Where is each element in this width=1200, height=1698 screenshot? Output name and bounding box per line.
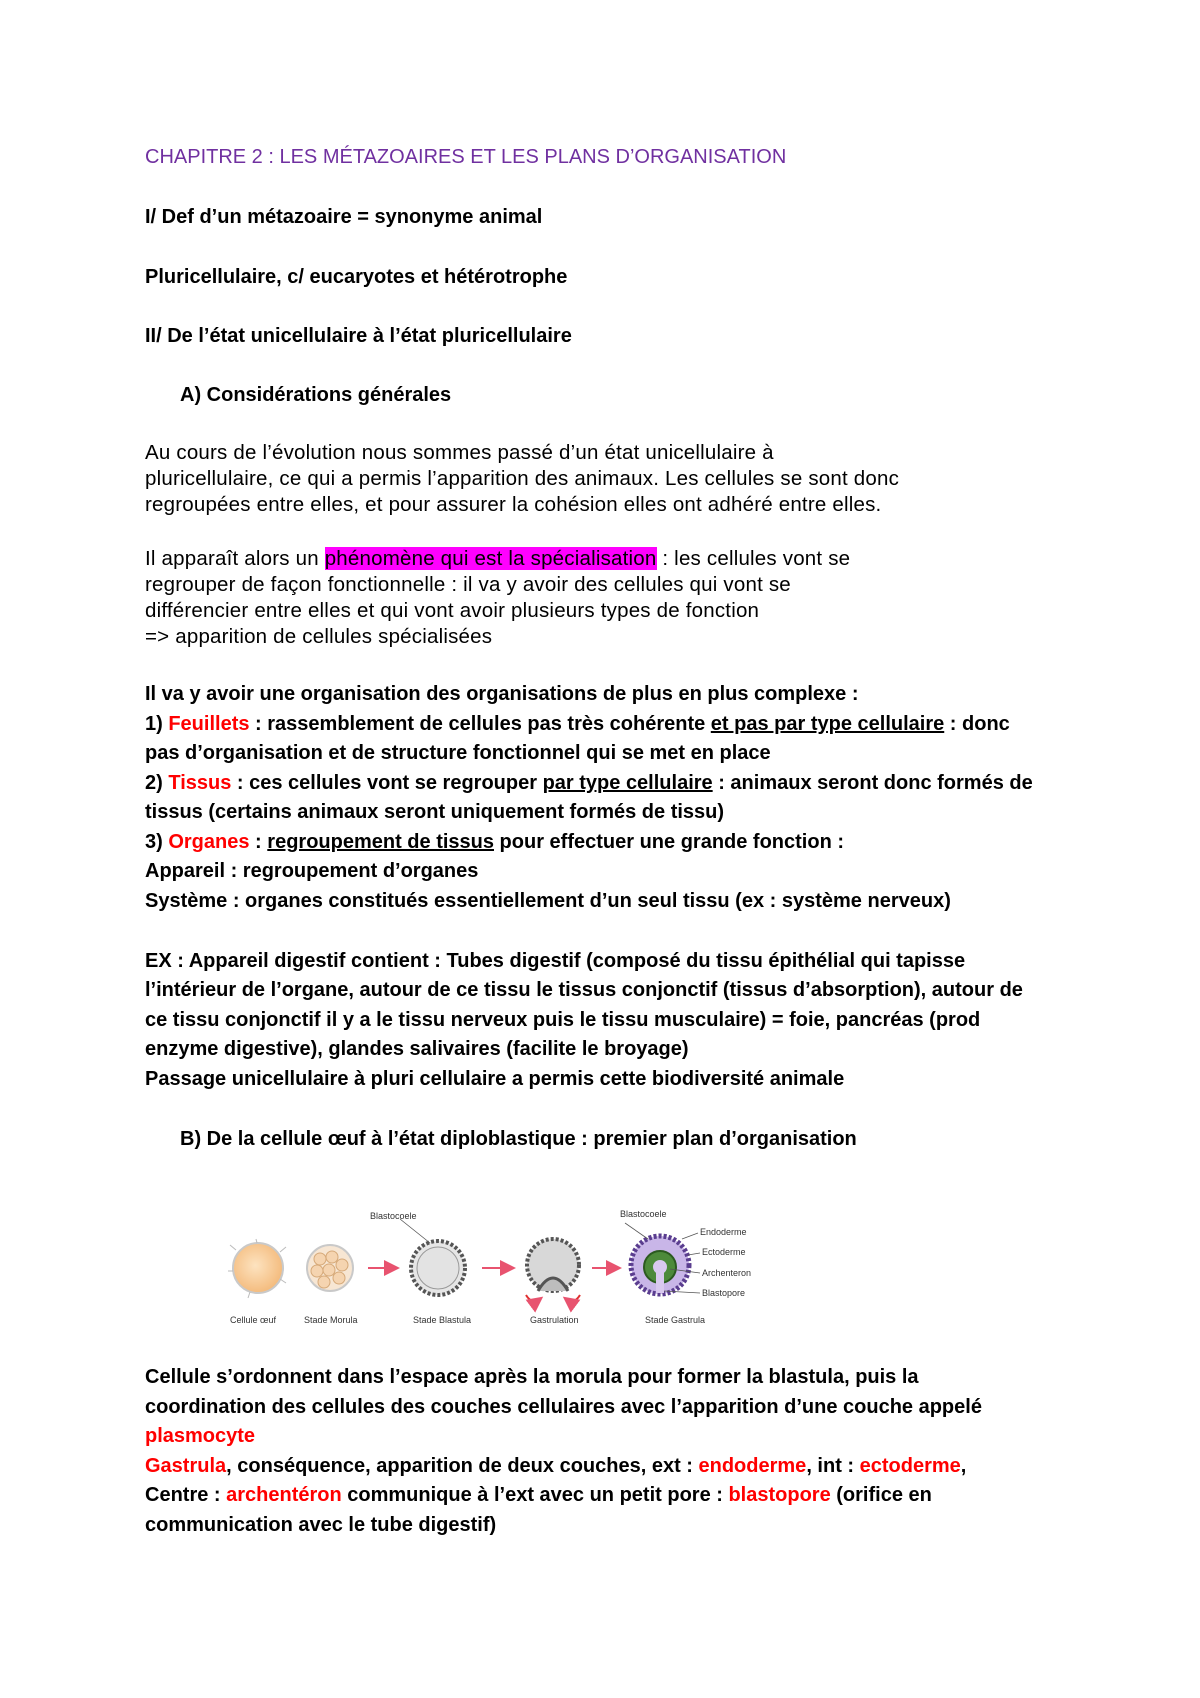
pluricellular-line: Pluricellulaire, c/ eucaryotes et hétérotrophe [145,266,568,288]
blastula-blastocoele-label: Blastocoele [370,1211,417,1221]
term-ectoderme: ectoderme [859,1455,961,1477]
gastrula-blastocoele-label: Blastocoele [620,1209,667,1219]
term-tissus: Tissus [168,772,232,794]
item-1-underline: et pas par type cellulaire [710,713,945,735]
final-line-5-text: communique à l’ext avec un petit pore : [341,1484,729,1506]
embryo-development-figure [220,1195,800,1330]
paragraph-2-line-4: => apparition de cellules spécialisées [145,625,493,648]
final-line-4-text-2: , int : [806,1455,860,1477]
paragraph-2-post: : les cellules vont se [656,547,851,570]
systeme-line: Système : organes constitués essentiellement d’un seul tissu (ex : système nerveux) [145,890,951,912]
item-3-number: 3) [145,831,169,853]
item-2-underline: par type cellulaire [542,772,713,794]
final-line-2: coordination des cellules des couches cellulaires avec l’apparition d’une couche appelé [145,1396,982,1418]
term-plasmocyte: plasmocyte [145,1425,256,1447]
organisation-intro: Il va y avoir une organisation des organisations de plus en plus complexe : [145,683,859,705]
paragraph-1-line-3: regroupées entre elles, et pour assurer la cohésion elles ont adhéré entre elles. [145,493,882,516]
stage-caption-egg: Cellule œuf [230,1315,277,1325]
final-line-4-text: , conséquence, apparition de deux couches, ext : [226,1455,699,1477]
paragraph-2-pre: Il apparaît alors un [145,547,325,570]
final-line-4 [145,1455,966,1478]
stage-caption-gastrulation: Gastrulation [530,1315,579,1325]
section-b-heading: B) De la cellule œuf à l’état diploblastique : premier plan d’organisation [180,1128,857,1150]
final-line-1: Cellule s’ordonnent dans l’espace après la morula pour former la blastula, puis la [145,1366,919,1388]
archenteron-label: Archenteron [702,1268,752,1278]
paragraph-2-line-1 [145,547,850,571]
specialisation-highlight: phénomène qui est la spécialisation [324,547,657,570]
blastopore-label: Blastopore [702,1288,746,1298]
item-2-line-2: tissus (certains animaux seront uniquement formés de tissu) [145,801,725,823]
item-3-underline: regroupement de tissus [267,831,494,853]
paragraph-2-line-2: regrouper de façon fonctionnelle : il va y avoir des cellules qui vont se [145,573,791,596]
item-1-line-1 [145,713,1010,736]
final-line-5-end: (orifice en [830,1484,932,1506]
example-line-5: Passage unicellulaire à pluri cellulaire a permis cette biodiversité animale [145,1068,845,1090]
term-gastrula: Gastrula [145,1455,227,1477]
section-2-heading: II/ De l’état unicellulaire à l’état pluricellulaire [145,325,572,347]
term-organes: Organes [168,831,250,853]
example-line-2: l’intérieur de l’organe, autour de ce tissu le tissus conjonctif (tissus d’absorption), autour de [145,979,1023,1001]
gastrula-icon [620,1209,751,1298]
endoderme-label: Endoderme [700,1227,747,1237]
blastula-icon [370,1211,465,1295]
item-1-number: 1) [145,713,169,735]
gastrulation-icon [526,1239,580,1301]
item-1-text: : rassemblement de cellules pas très cohérente [249,713,711,735]
chapter-title: CHAPITRE 2 : LES MÉTAZOAIRES ET LES PLANS D’ORGANISATION [145,146,787,168]
paragraph-1-line-1: Au cours de l’évolution nous sommes passé d’un état unicellulaire à [145,441,774,464]
term-blastopore: blastopore [728,1484,831,1506]
appareil-line: Appareil : regroupement d’organes [145,860,479,882]
final-line-5 [145,1484,932,1507]
paragraph-1-line-2: pluricellulaire, ce qui a permis l’apparition des animaux. Les cellules se sont donc [145,467,900,490]
final-line-5-start: Centre : [145,1484,227,1506]
item-2-number: 2) [145,772,169,794]
item-2-end: : animaux seront donc formés de [712,772,1033,794]
stage-caption-gastrula: Stade Gastrula [645,1315,706,1325]
example-line-4: enzyme digestive), glandes salivaires (facilite le broyage) [145,1038,689,1060]
term-archenteron: archentéron [226,1484,342,1506]
term-feuillets: Feuillets [168,713,250,735]
morula-icon [307,1245,353,1291]
stage-caption-blastula: Stade Blastula [413,1315,472,1325]
final-line-4-end: , [960,1455,967,1477]
stage-caption-morula: Stade Morula [304,1315,358,1325]
item-2-text: : ces cellules vont se regrouper [231,772,543,794]
ectoderme-label: Ectoderme [702,1247,746,1257]
item-2-line-1 [145,772,1033,795]
term-endoderme: endoderme [698,1455,807,1477]
definition-heading: I/ Def d’un métazoaire = synonyme animal [145,206,543,228]
item-3-text: : [249,831,268,853]
paragraph-2-line-3: différencier entre elles et qui vont avoir plusieurs types de fonction [145,599,760,622]
final-line-6: communication avec le tube digestif) [145,1514,497,1536]
item-1-end: : donc [944,713,1010,735]
egg-cell-icon [228,1239,286,1298]
section-a-heading: A) Considérations générales [180,384,452,406]
item-1-line-2: pas d’organisation et de structure fonctionnel qui se met en place [145,742,771,764]
example-line-3: ce tissu conjonctif il y a le tissu nerveux puis le tissu musculaire) = foie, pancréas (prod [145,1009,981,1031]
example-line-1: EX : Appareil digestif contient : Tubes digestif (composé du tissu épithélial qui tapisse [145,950,966,972]
item-3-end: pour effectuer une grande fonction : [494,831,845,853]
item-3-line-1 [145,831,844,854]
